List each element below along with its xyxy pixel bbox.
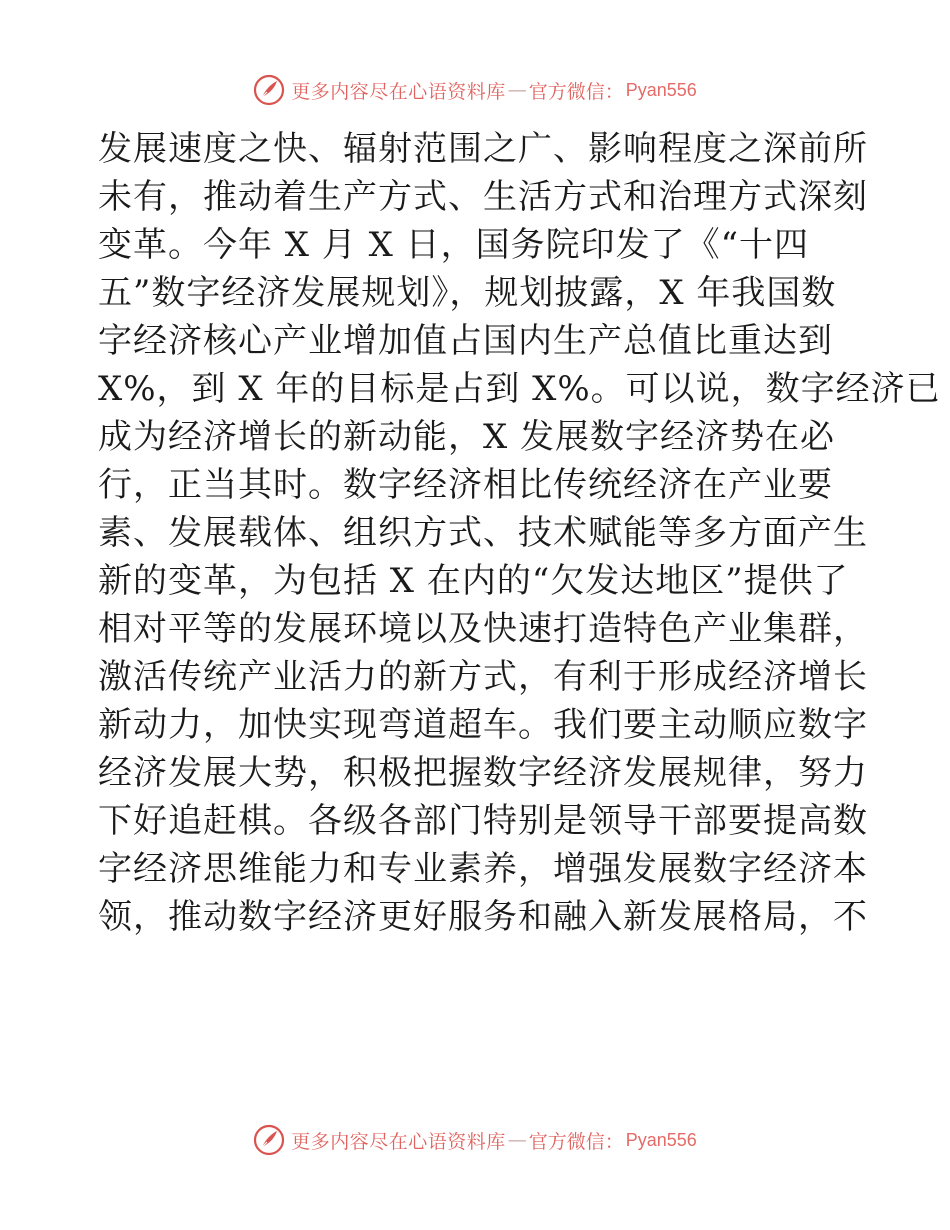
quill-pen-logo-icon (253, 74, 285, 106)
text-line: 新动力，加快实现弯道超车。我们要主动顺应数字 (98, 705, 868, 745)
text-line: 成为经济增长的新动能，X 发展数字经济势在必 (98, 417, 836, 457)
text-line: 发展速度之快、辐射范围之广、影响程度之深前所 (98, 129, 868, 169)
text-line: 未有，推动着生产方式、生活方式和治理方式深刻 (98, 177, 868, 217)
banner-dash: — (507, 1129, 527, 1151)
body-paragraph (98, 125, 941, 941)
banner-account: Pyan556 (625, 1129, 697, 1150)
text-line: 变革。今年 X 月 X 日，国务院印发了《“十四 (98, 225, 810, 265)
banner-brand-text: 更多内容尽在心语资料库 (291, 80, 506, 103)
banner-wechat-label: 官方微信： (528, 80, 624, 103)
text-line: 行，正当其时。数字经济相比传统经济在产业要 (98, 465, 833, 505)
text-line: 激活传统产业活力的新方式，有利于形成经济增长 (98, 657, 868, 697)
text-line: 字经济核心产业增加值占国内生产总值比重达到 (98, 321, 833, 361)
header-banner (0, 70, 950, 110)
banner-brand-text: 更多内容尽在心语资料库 (291, 1130, 506, 1153)
text-line: 新的变革，为包括 X 在内的“欠发达地区”提供了 (98, 561, 849, 601)
text-line: 经济发展大势，积极把握数字经济发展规律，努力 (98, 753, 868, 793)
text-line: X%，到 X 年的目标是占到 X%。可以说，数字经济已 (98, 369, 941, 409)
footer-banner (0, 1120, 950, 1160)
text-line: 下好追赶棋。各级各部门特别是领导干部要提高数 (98, 801, 868, 841)
text-line: 字经济思维能力和专业素养，增强发展数字经济本 (98, 849, 868, 889)
text-line: 五”数字经济发展规划》，规划披露，X 年我国数 (98, 273, 837, 313)
text-line: 素、发展载体、组织方式、技术赋能等多方面产生 (98, 513, 868, 553)
banner-wechat-label: 官方微信： (528, 1130, 624, 1153)
text-line: 领，推动数字经济更好服务和融入新发展格局，不 (98, 897, 868, 937)
banner-account: Pyan556 (625, 79, 697, 100)
quill-pen-logo-icon (253, 1124, 285, 1156)
banner-dash: — (507, 79, 527, 101)
text-line: 相对平等的发展环境以及快速打造特色产业集群， (98, 609, 868, 649)
